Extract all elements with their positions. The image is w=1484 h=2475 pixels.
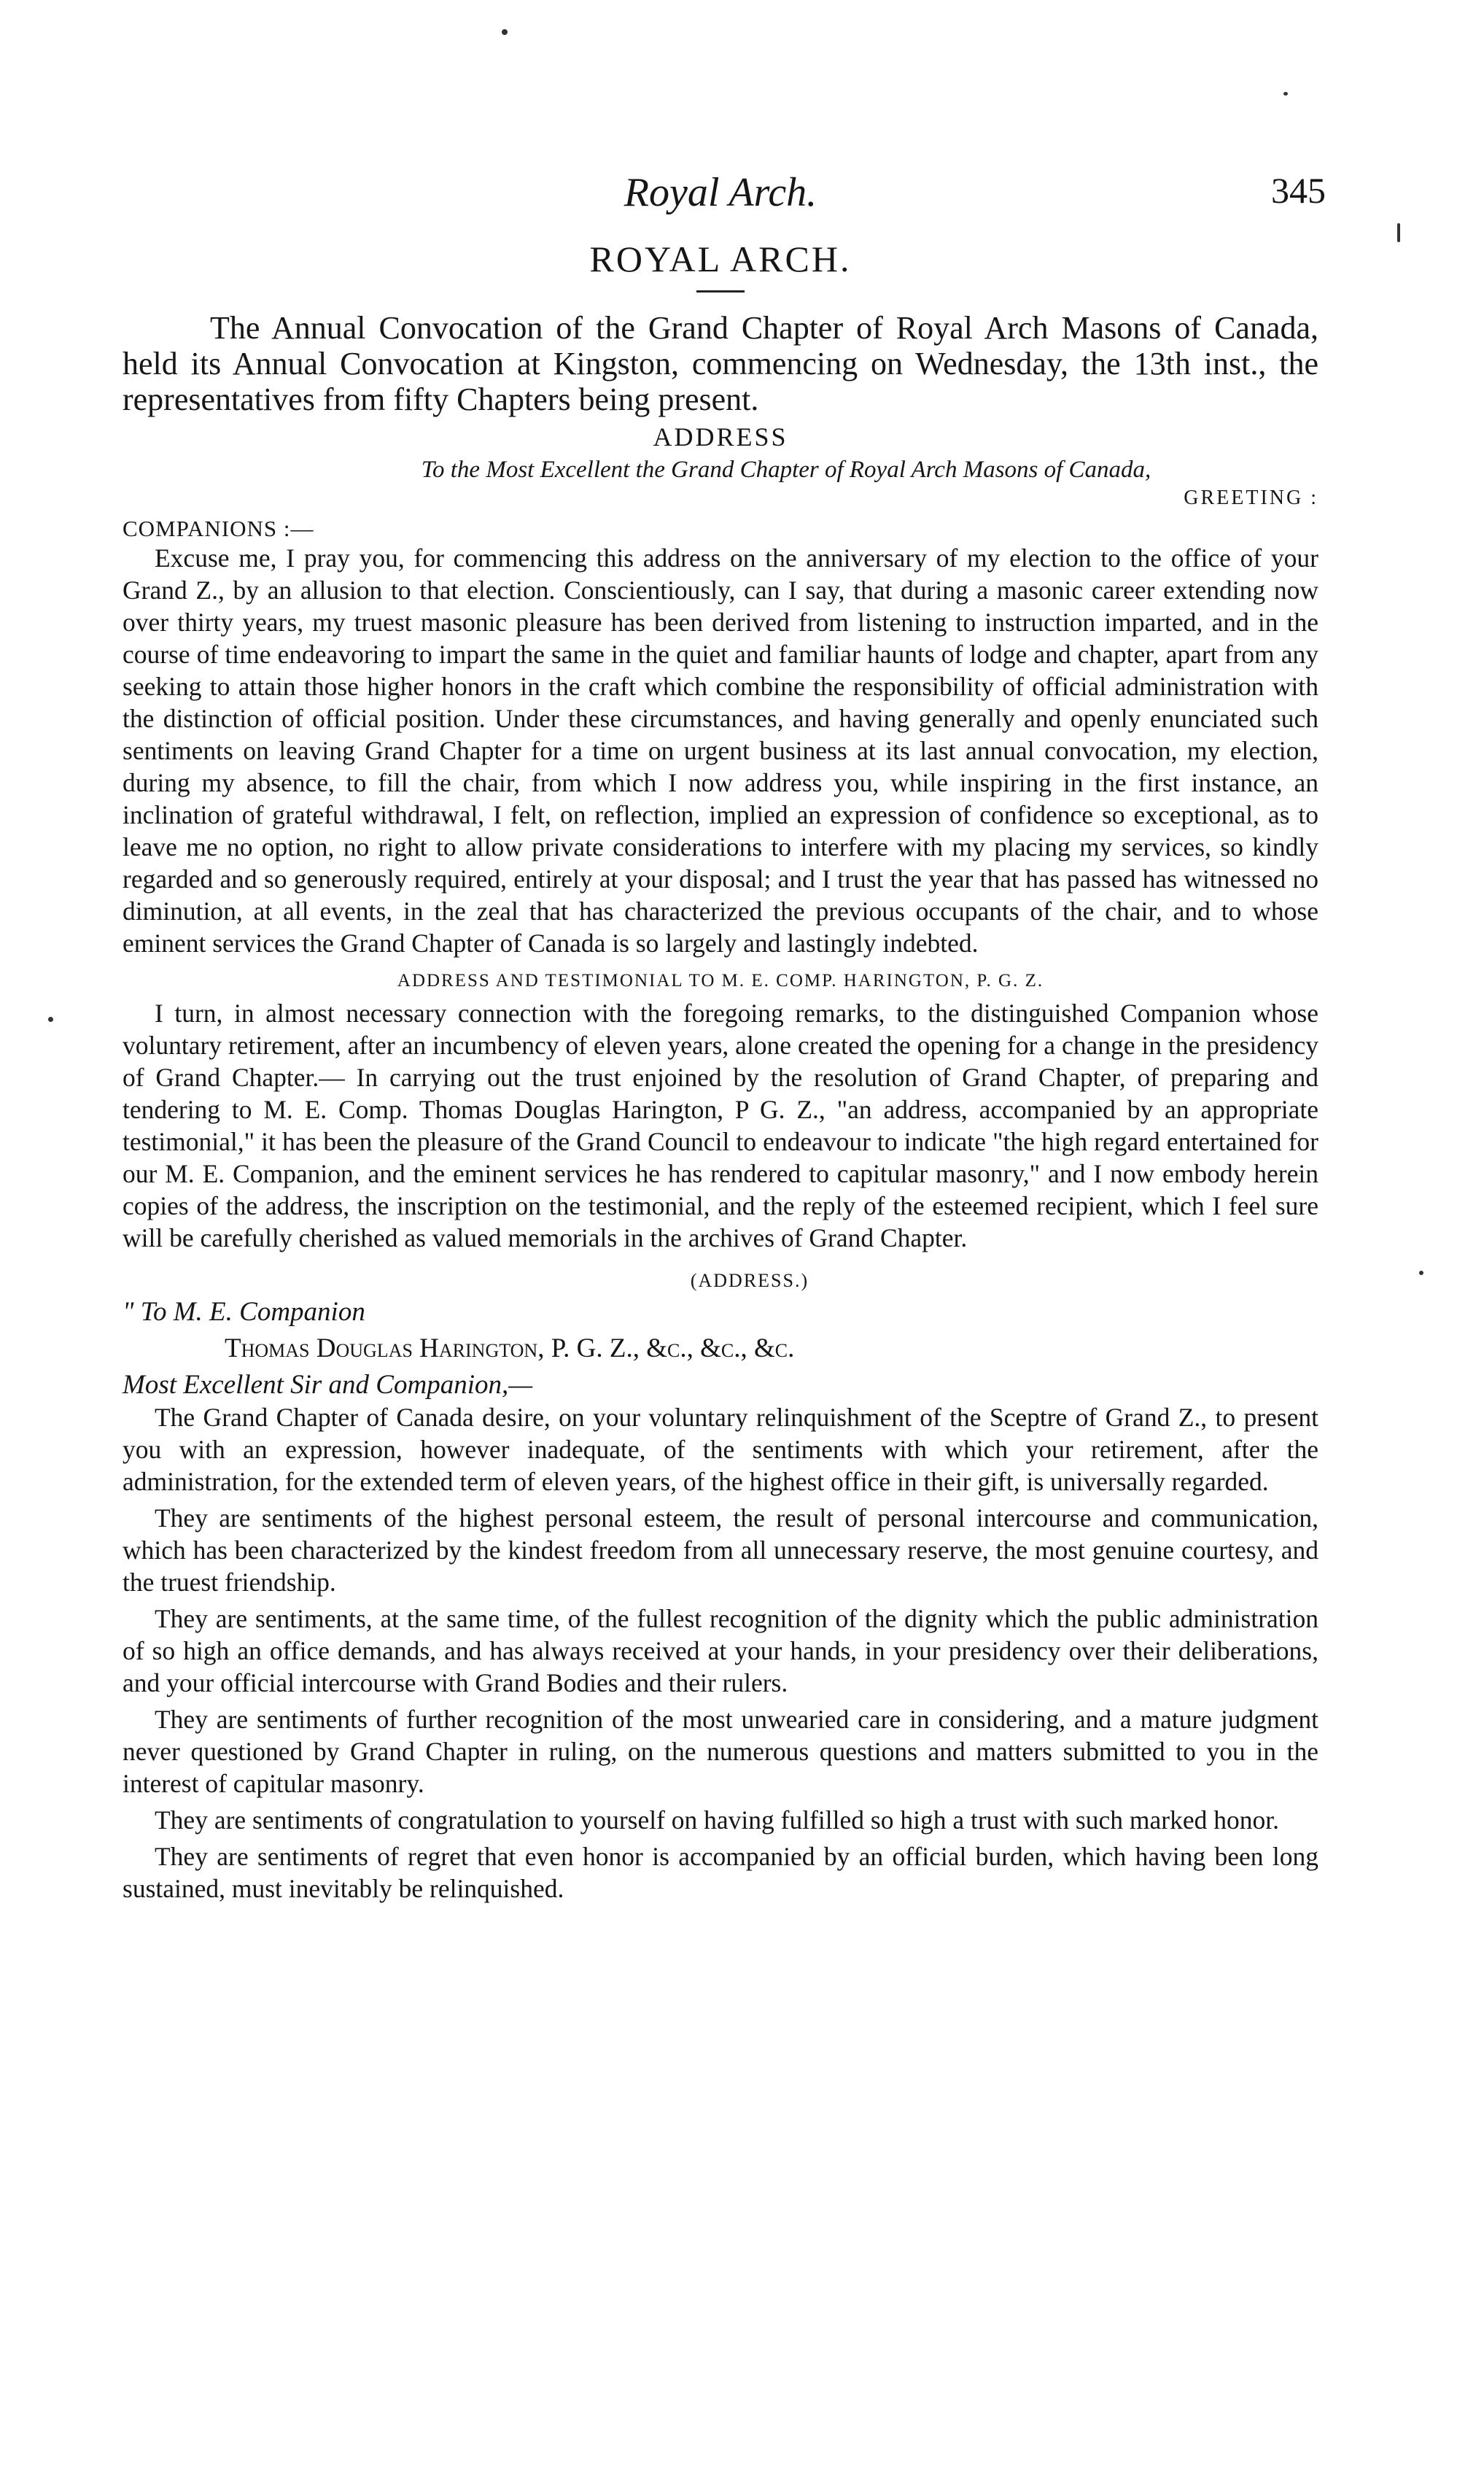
address-body-paragraph: They are sentiments of regret that even honor is accompanied by an official burden, which having been long sustained, must inevitably be relinquished.	[123, 1842, 1318, 1903]
text-column	[123, 169, 1326, 1905]
section-heading: ROYAL ARCH.	[589, 239, 852, 279]
intro-paragraph: The Annual Convocation of the Grand Chapter of Royal Arch Masons of Canada, held its Annual Convocation at Kingston, commencing on Wednesday, the 13th inst., the representatives from fifty Chapters being present.	[123, 310, 1318, 417]
address-marker: (ADDRESS.)	[690, 1270, 809, 1291]
heading-rule	[696, 290, 745, 293]
page-number: 345	[1271, 170, 1326, 211]
scan-speck	[502, 29, 508, 35]
testimonial-heading: ADDRESS AND TESTIMONIAL TO M. E. COMP. HARINGTON, P. G. Z.	[397, 971, 1044, 991]
addressee-line: Thomas Douglas Harington, P. G. Z., &c., &c., &c.	[225, 1333, 795, 1363]
address-body-paragraph: They are sentiments of further recognition of the most unwearied care in considering, and a mature judgment never questioned by Grand Chapter in ruling, on the numerous questions and matters submitted to you in the interest of capitular masonry.	[123, 1705, 1318, 1798]
to-companion-line: " To M. E. Companion	[123, 1297, 365, 1327]
scan-speck	[48, 1017, 53, 1022]
running-head	[123, 169, 1326, 228]
address-paragraph: Excuse me, I pray you, for commencing this address on the anniversary of my election to the office of your Grand Z., by an allusion to that election. Conscientiously, can I say, that during a masonic career extending now over thirty years, my truest masonic pleasure has been derived from listening to instruction imparted, and in the course of time endeavoring to impart the same in the quiet and familiar haunts of lodge and chapter, apart from any seeking to attain those higher honors in the craft which combine the responsibility of official administration with the distinction of official position. Under these circumstances, and having generally and openly enunciated such sentiments on leaving Grand Chapter for a time on urgent business at its last annual convocation, my election, during my absence, to fill the chair, from which I now address you, while inspiring in the first instance, an inclination of grateful withdrawal, I felt, on reflection, implied an expression of confidence so exceptional, as to leave me no option, no right to allow private considerations to interfere with my placing my services, so kindly regarded and so generously required, entirely at your disposal; and I trust the year that has passed has witnessed no diminution, at all events, in the zeal that has characterized the previous occupants of the chair, and to whose eminent services the Grand Chapter of Canada is so largely and lastingly indebted.	[123, 543, 1318, 958]
salutation: Most Excellent Sir and Companion,—	[123, 1370, 533, 1400]
address-body-paragraph: They are sentiments of congratulation to yourself on having fulfilled so high a trust with such marked honor.	[155, 1805, 1279, 1835]
testimonial-paragraph: I turn, in almost necessary connection with the foregoing remarks, to the distinguished Companion whose voluntary retirement, after an incumbency of eleven years, alone created the opening for a change in the presidency of Grand Chapter.— In carrying out the trust enjoined by the resolution of Grand Chapter, of preparing and tendering to M. E. Comp. Thomas Douglas Harington, P G. Z., "an address, accompanied by an appropriate testimonial," it has been the pleasure of the Grand Council to endeavour to indicate "the high regard entertained for our M. E. Companion, and the eminent services he has rendered to capitular masonry," and I now embody herein copies of the address, the inscription on the testimonial, and the reply of the esteemed recipient, which I feel sure will be carefully cherished as valued memorials in the archives of Grand Chapter.	[123, 999, 1318, 1252]
dedication-line: To the Most Excellent the Grand Chapter of Royal Arch Masons of Canada,	[421, 457, 1151, 483]
scan-speck	[1419, 1271, 1423, 1275]
address-body-paragraph: They are sentiments, at the same time, of the fullest recognition of the dignity which the public administration of so high an office demands, and has always received at your hands, in your presidency over their deliberations, and your official intercourse with Grand Bodies and their rulers.	[123, 1604, 1318, 1697]
address-body-paragraph: The Grand Chapter of Canada desire, on your voluntary relinquishment of the Sceptre of Grand Z., to present you with an expression, however inadequate, of the sentiments with which your retirement, after the administration, for the extended term of eleven years, of the highest office in their gift, is universally regarded.	[123, 1403, 1318, 1496]
scan-speck	[1283, 92, 1288, 96]
greeting: GREETING :	[1184, 487, 1318, 509]
scan-speck	[1397, 223, 1400, 242]
companions-salutation: COMPANIONS :—	[123, 516, 314, 541]
address-body-paragraph: They are sentiments of the highest personal esteem, the result of personal intercourse and communication, which has been characterized by the kindest freedom from all unnecessary reserve, the most genuine courtesy, and the truest friendship.	[123, 1503, 1318, 1597]
address-label: ADDRESS	[653, 422, 788, 452]
running-title: Royal Arch.	[623, 170, 817, 215]
